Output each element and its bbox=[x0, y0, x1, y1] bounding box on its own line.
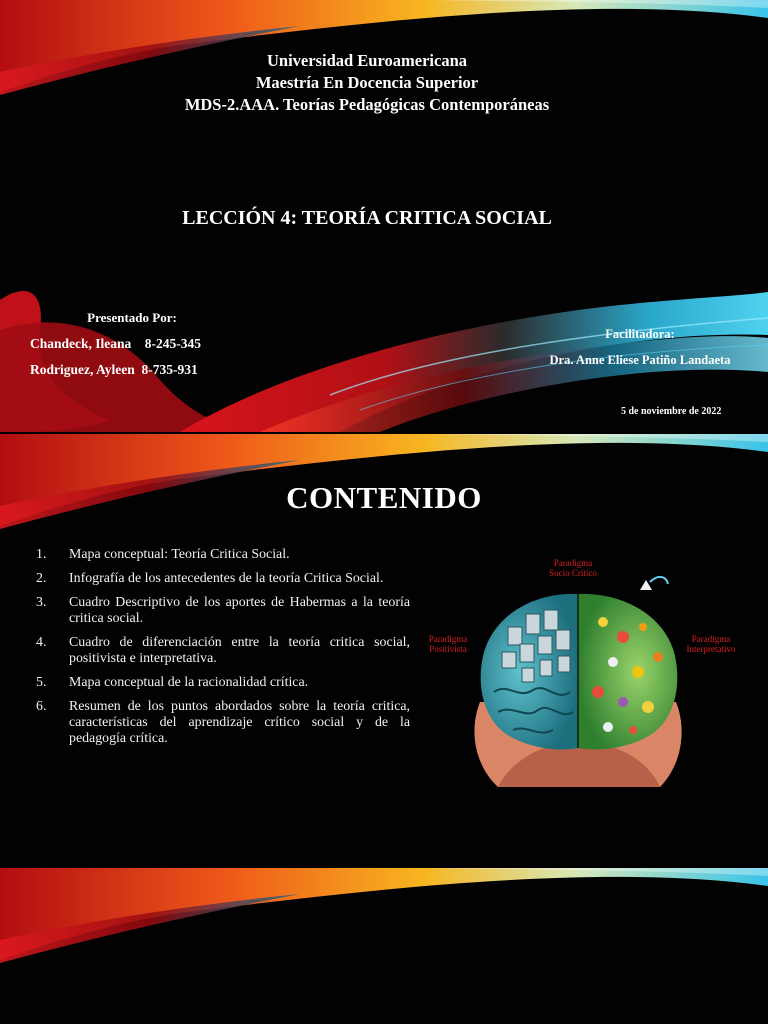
facilitator-block bbox=[520, 327, 760, 368]
contents-title: CONTENIDO bbox=[286, 480, 482, 515]
facilitator-name: Dra. Anne Eliese Patiño Landaeta bbox=[549, 353, 731, 367]
course-name: MDS-2.AAA. Teorías Pedagógicas Contemporáneas bbox=[184, 95, 550, 114]
presenter-name: Chandeck, Ileana bbox=[30, 336, 132, 351]
list-item: 2. Infografía de los antecedentes de la teoría Critica Social. bbox=[36, 571, 384, 586]
list-item: 6. Resumen de los puntos abordados sobre la teoría critica, características del aprendizaje crítico social y de la pedagogía crítica. bbox=[36, 699, 410, 746]
university-name: Universidad Euroamericana bbox=[267, 51, 467, 70]
presenter-row bbox=[30, 362, 270, 378]
title-slide bbox=[0, 0, 768, 432]
swoosh-background bbox=[0, 868, 768, 1024]
contents-slide bbox=[0, 434, 768, 866]
presenter-name: Rodriguez, Ayleen bbox=[30, 362, 135, 377]
presenter-id: 8-735-931 bbox=[141, 362, 198, 377]
list-item: 3. Cuadro Descriptivo de los aportes de Habermas a la teoría critica social. bbox=[36, 595, 410, 626]
list-item: 4. Cuadro de diferenciación entre la teoría critica social, positivista e interpretativa. bbox=[36, 635, 410, 666]
list-item: 5. Mapa conceptual de la racionalidad crítica. bbox=[36, 675, 309, 690]
university-header bbox=[0, 50, 734, 116]
presented-by-label: Presentado Por: bbox=[87, 310, 177, 325]
next-slide-partial bbox=[0, 868, 768, 1024]
label-interpretativo: Paradigma Interpretativo bbox=[686, 634, 736, 654]
facilitator-label: Facilitadora: bbox=[605, 327, 675, 341]
contents-list bbox=[36, 547, 410, 755]
presenter-id: 8-245-345 bbox=[144, 336, 202, 351]
presentation-date: 5 de noviembre de 2022 bbox=[621, 406, 722, 417]
label-socio-critico: Paradigma Socio Crítico bbox=[549, 558, 597, 578]
brain-icon bbox=[418, 552, 748, 797]
presenters-block bbox=[30, 310, 270, 378]
program-name: Maestría En Docencia Superior bbox=[255, 73, 479, 92]
paradigms-brain-illustration bbox=[418, 552, 748, 797]
label-positivista: Paradigma Positivista bbox=[428, 634, 468, 654]
lesson-title: LECCIÓN 4: TEORÍA CRITICA SOCIAL bbox=[182, 207, 552, 229]
list-item: 1. Mapa conceptual: Teoría Critica Social. bbox=[36, 547, 290, 562]
presenter-row bbox=[30, 336, 270, 352]
